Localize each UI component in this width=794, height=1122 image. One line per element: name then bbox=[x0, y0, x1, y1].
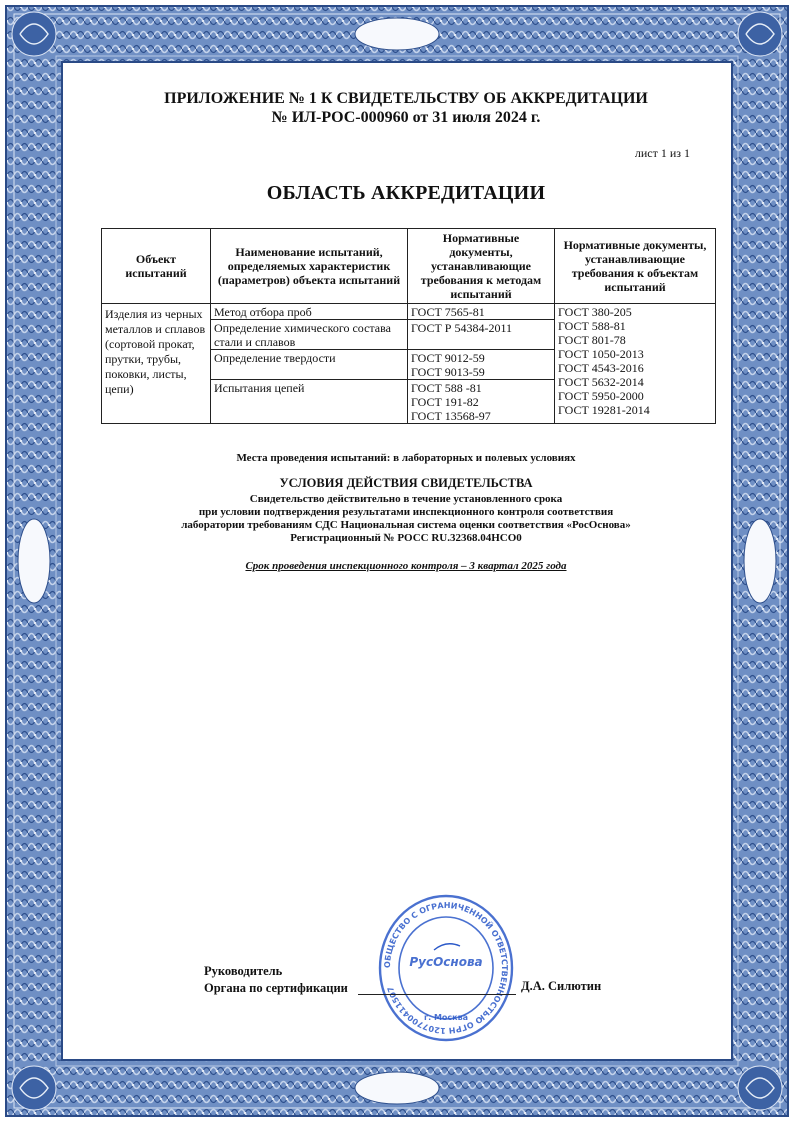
signatory-role-line2: Органа по сертификации bbox=[204, 981, 348, 995]
method-cell bbox=[408, 320, 555, 350]
signature-line bbox=[358, 994, 516, 995]
method-doc: ГОСТ 588 -81 bbox=[411, 381, 482, 395]
method-doc: ГОСТ 13568-97 bbox=[411, 409, 491, 423]
inspection-term: Срок проведения инспекционного контроля – 3 квартал 2025 года bbox=[245, 560, 567, 572]
header-method-docs: Нормативные документы, устанавливающие требования к методам испытаний bbox=[408, 229, 555, 304]
method-doc: ГОСТ Р 54384-2011 bbox=[411, 321, 513, 335]
stamp-ring-text: ОБЩЕСТВО С ОГРАНИЧЕННОЙ ОТВЕТСТВЕННОСТЬЮ ОГРН 1207700411507 bbox=[382, 900, 510, 1036]
registration-number: Регистрационный № РОСС RU.32368.04НСО0 bbox=[290, 532, 522, 544]
table-row bbox=[102, 304, 716, 320]
header-requirement-docs: Нормативные документы, устанавливающие требования к объектам испытаний bbox=[555, 229, 716, 304]
method-doc: ГОСТ 7565-81 bbox=[411, 305, 485, 319]
method-cell bbox=[408, 350, 555, 380]
conditions-title: УСЛОВИЯ ДЕЙСТВИЯ СВИДЕТЕЛЬСТВА bbox=[279, 476, 533, 490]
signatory-role-line1: Руководитель bbox=[204, 964, 283, 978]
sheet-number: лист 1 из 1 bbox=[634, 146, 690, 160]
stamp-city: г. Москва bbox=[423, 1013, 469, 1022]
conditions-line: лаборатории требованиям СДС Национальная система оценки соответствия «РосОснова» bbox=[181, 519, 631, 531]
object-cell: Изделия из черных металлов и сплавов (сортовой прокат, прутки, трубы, поковки, листы, цепи) bbox=[102, 304, 211, 424]
requirement-doc: ГОСТ 4543-2016 bbox=[558, 361, 644, 375]
testing-places: Места проведения испытаний: в лабораторных и полевых условиях bbox=[236, 452, 576, 464]
requirement-doc: ГОСТ 588-81 bbox=[558, 319, 626, 333]
requirement-doc: ГОСТ 801-78 bbox=[558, 333, 626, 347]
header-object: Объект испытаний bbox=[102, 229, 211, 304]
test-cell: Метод отбора проб bbox=[211, 304, 408, 320]
method-doc: ГОСТ 191-82 bbox=[411, 395, 479, 409]
conditions-line: Свидетельство действительно в течение установленного срока bbox=[249, 493, 563, 505]
certificate-number: № ИЛ-РОС-000960 от 31 июля 2024 г. bbox=[271, 109, 541, 126]
test-cell: Определение твердости bbox=[211, 350, 408, 380]
requirement-doc: ГОСТ 19281-2014 bbox=[558, 403, 650, 417]
method-doc: ГОСТ 9013-59 bbox=[411, 365, 485, 379]
document-title: ОБЛАСТЬ АККРЕДИТАЦИИ bbox=[266, 182, 546, 204]
appendix-title: ПРИЛОЖЕНИЕ № 1 К СВИДЕТЕЛЬСТВУ ОБ АККРЕДИТАЦИИ bbox=[164, 90, 648, 107]
requirement-doc: ГОСТ 5950-2000 bbox=[558, 389, 644, 403]
official-stamp bbox=[376, 888, 516, 1048]
requirements-cell bbox=[555, 304, 716, 424]
test-cell: Испытания цепей bbox=[211, 380, 408, 424]
requirement-doc: ГОСТ 380-205 bbox=[558, 305, 632, 319]
accreditation-table bbox=[101, 228, 716, 424]
method-cell bbox=[408, 380, 555, 424]
stamp-center-text: РусОснова bbox=[409, 955, 483, 969]
signatory-name: Д.А. Силютин bbox=[521, 979, 602, 993]
method-cell bbox=[408, 304, 555, 320]
header-test-name: Наименование испытаний, определяемых характеристик (параметров) объекта испытаний bbox=[211, 229, 408, 304]
test-cell: Определение химического состава стали и сплавов bbox=[211, 320, 408, 350]
method-doc: ГОСТ 9012-59 bbox=[411, 351, 485, 365]
signature-mark bbox=[434, 944, 460, 950]
table-header-row bbox=[102, 229, 716, 304]
requirement-doc: ГОСТ 1050-2013 bbox=[558, 347, 644, 361]
requirement-doc: ГОСТ 5632-2014 bbox=[558, 375, 644, 389]
conditions-line: при условии подтверждения результатами инспекционного контроля соответствия bbox=[198, 506, 614, 518]
